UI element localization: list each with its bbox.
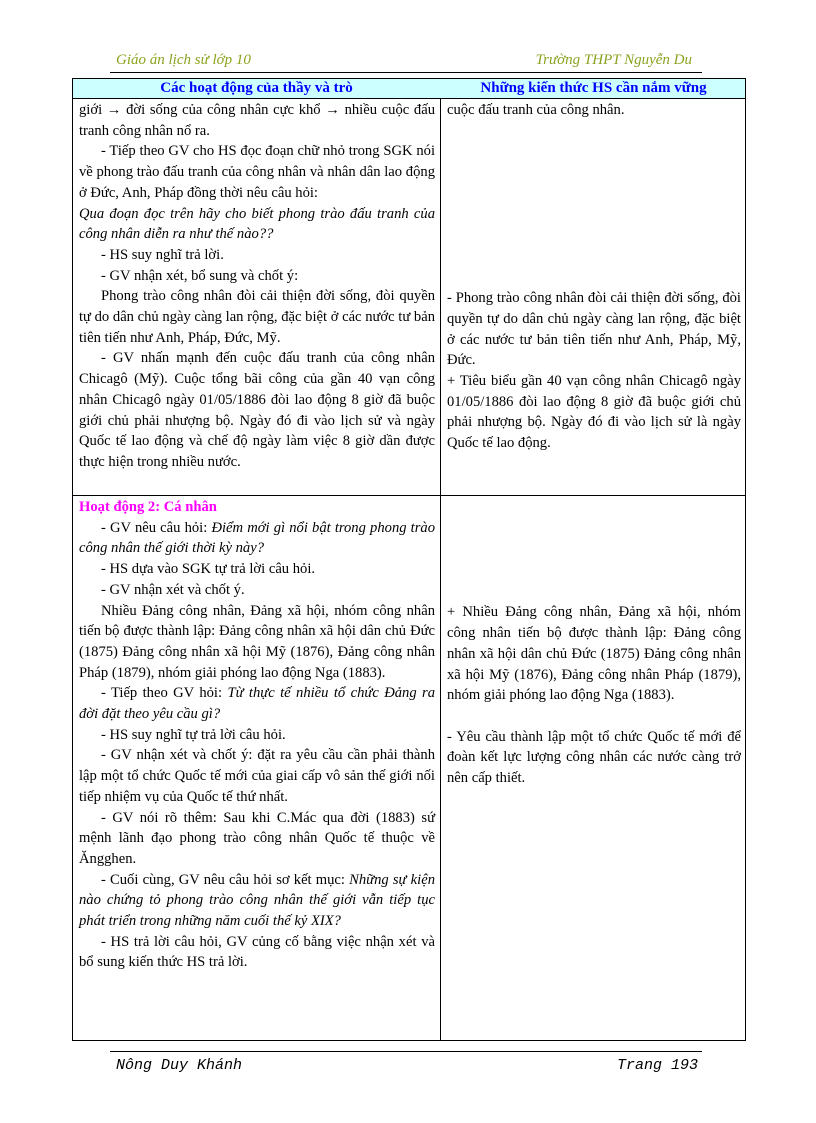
header-course-title: Giáo án lịch sử lớp 10 [116,52,251,68]
activity-text: - Tiếp theo GV cho HS đọc đoạn chữ nhỏ trong SGK nói về phong trào đấu tranh của công nhân và nhân dân lao động ở Đức, Anh, Pháp đồng thời nêu câu hỏi: [79,143,435,201]
knowledge-cell [447,497,741,789]
activity-text: - Cuối cùng, GV nêu câu hỏi sơ kết mục: Những sự kiện nào chứng tỏ phong trào công nhân thế giới vẫn tiếp tục phát triển trong những năm cuối thế kỷ XIX? [79,871,435,930]
activity-heading: Hoạt động 2: Cá nhân [79,499,217,515]
activities-cell [79,497,435,973]
page-header [110,50,702,73]
activities-cell [79,100,435,473]
activity-text: - GV nêu câu hỏi: Điểm mới gì nổi bật trong phong trào công nhân thế giới thời kỳ này? [79,519,436,557]
activity-text: - HS suy nghĩ tự trả lời câu hỏi. [101,726,286,743]
knowledge-text: + Tiêu biểu gần 40 vạn công nhân Chicagô ngày 01/05/1886 đòi lao động 8 giờ đã buộc giới chủ phải nhượng bộ. Ngày đó đi vào lịch sử là ngày Quốc tế lao động. [447,373,741,452]
activity-question: Từ thực tế nhiều tổ chức Đảng ra đời đặt theo yêu cầu gì? [79,685,435,723]
activity-text: - GV nhận xét và chốt ý: đặt ra yêu cầu cần phải thành lập một tổ chức Quốc tế mới của giai cấp vô sản thế giới nối tiếp nhiệm vụ của Quốc tế thứ nhất. [79,747,435,805]
activity-text: - GV nói rõ thêm: Sau khi C.Mác qua đời (1883) sứ mệnh lãnh đạo phong trào công nhân Quốc tế thuộc về Ăngghen. [79,809,435,867]
activity-question: Qua đoạn đọc trên hãy cho biết phong trào đấu tranh của công nhân diễn ra như thế nào?? [79,205,435,243]
activity-text: - GV nhấn mạnh đến cuộc đấu tranh của công nhân Chicagô (Mỹ). Cuộc tổng bãi công của gần 40 vạn công nhân Chicagô ngày 01/05/1886 đòi lao động 8 giờ đã buộc giới chủ phải nhượng bộ. Ngày đó đi vào lịch sử và ngày Quốc tế lao động và chế độ ngày làm việc 8 giờ dần được thực hiện trong nhiều nước. [79,350,435,470]
knowledge-text: + Nhiều Đảng công nhân, Đảng xã hội, nhóm công nhân tiến bộ được thành lập: Đảng công nhân xã hội dân chủ Đức (1875) Đảng công nhân xã hội Mỹ (1876), Đảng công nhân Pháp (1879), nhóm giải phóng lao động Nga (1883). [447,604,741,704]
column-header-activities: Các hoạt động của thầy và trò [160,80,353,96]
column-header-knowledge: Những kiến thức HS cần nắm vững [480,80,707,96]
table-header [73,79,745,99]
activity-question: Điểm mới gì nổi bật trong phong trào công nhân thế giới thời kỳ này? [79,519,436,557]
footer-author: Nông Duy Khánh [116,1057,243,1074]
activity-text: - GV nhận xét và chốt ý. [101,581,245,598]
activity-text: - Tiếp theo GV hỏi: Từ thực tế nhiều tổ chức Đảng ra đời đặt theo yêu cầu gì? [79,685,435,723]
activity-text: giới → đời sống của công nhân cực khổ → nhiều cuộc đấu tranh công nhân nổ ra. [79,102,435,139]
knowledge-text: - Phong trào công nhân đòi cải thiện đời sống, đòi quyền tự do dân chủ ngày càng lan rộng, đặc biệt ở các nước tư bản tiên tiến như Anh, Pháp, Mỹ, Đức. [447,290,741,369]
knowledge-cell [447,100,741,454]
footer-page-number: Trang 193 [616,1057,698,1074]
activity-text: - HS trả lời câu hỏi, GV củng cố bằng việc nhận xét và bổ sung kiến thức HS trả lời. [79,933,435,971]
activity-text: - HS suy nghĩ trả lời. [101,246,224,263]
lesson-table [72,78,746,1041]
activity-text: Phong trào công nhân đòi cải thiện đời sống, đòi quyền tự do dân chủ ngày càng lan rộng, đặc biệt ở các nước tư bản tiên tiến như Anh, Pháp, Đức, Mỹ. [79,288,435,346]
activity-text: Nhiều Đảng công nhân, Đảng xã hội, nhóm công nhân tiến bộ được thành lập: Đảng công nhân xã hội dân chủ Đức (1875) Đảng công nhân xã hội Mỹ (1876), Đảng công nhân Pháp (1879), nhóm giải phóng lao động Nga (1883). [79,602,435,681]
knowledge-text: - Yêu cầu thành lập một tổ chức Quốc tế mới để đoàn kết lực lượng công nhân các nước càng trở nên cấp thiết. [447,728,741,787]
activity-text: - HS dựa vào SGK tự trả lời câu hỏi. [101,561,316,578]
knowledge-text: cuộc đấu tranh của công nhân. [447,102,625,118]
header-school-name: Trường THPT Nguyễn Du [535,52,692,68]
activity-text: - GV nhận xét, bổ sung và chốt ý: [101,267,299,284]
table-row [73,99,745,496]
activity-question: Những sự kiện nào chứng tỏ phong trào công nhân thế giới vẫn tiếp tục phát triển trong những năm cuối thế kỷ XIX? [79,871,435,930]
page-footer [110,1051,702,1076]
table-row [73,496,745,1040]
